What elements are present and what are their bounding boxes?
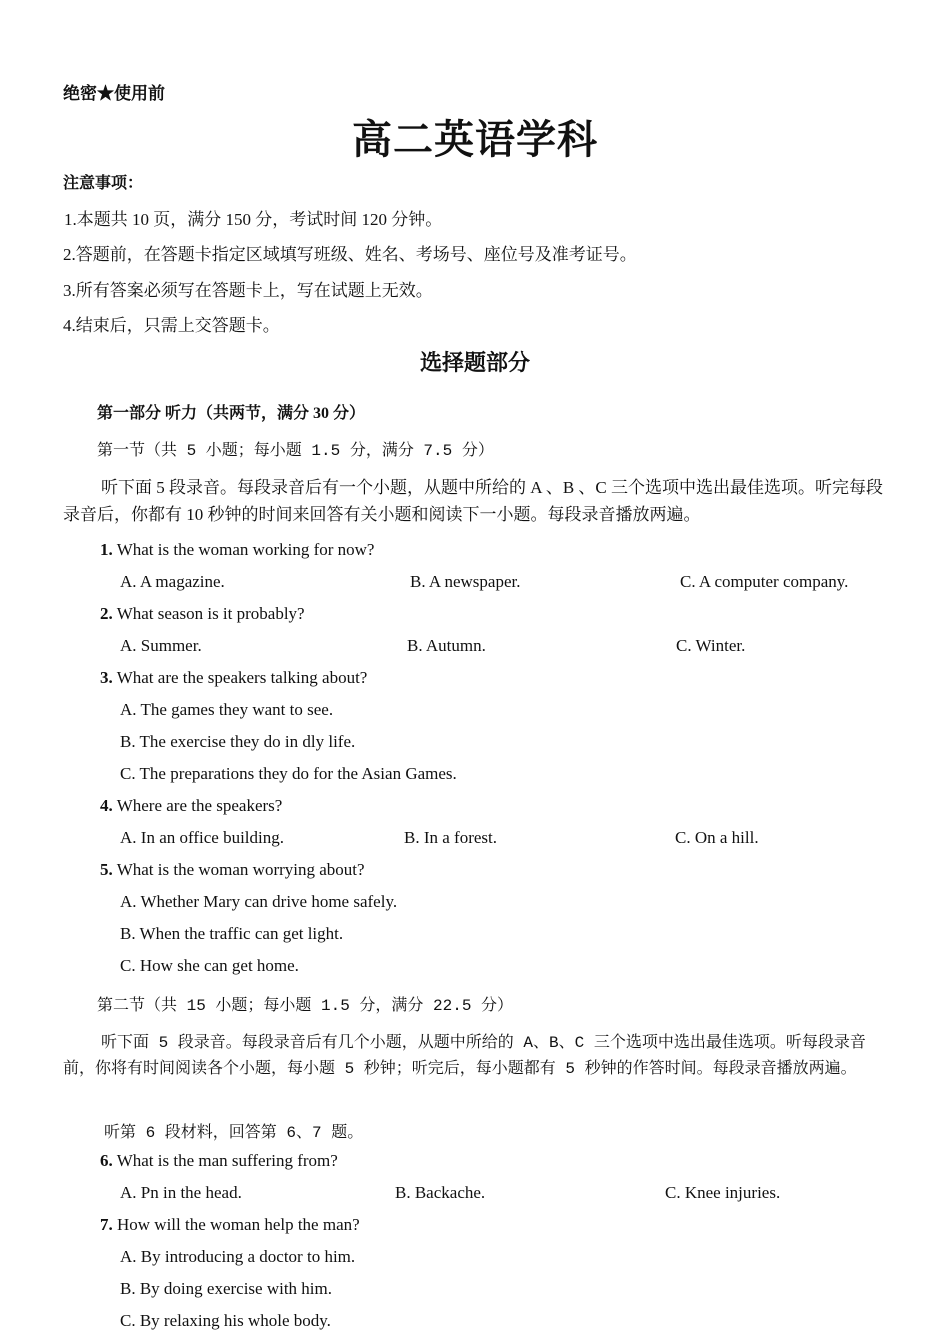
question-number: 3. xyxy=(100,668,113,687)
option: C. Knee injuries. xyxy=(665,1183,781,1202)
question-number: 4. xyxy=(100,796,113,815)
question xyxy=(100,604,305,624)
option: A. By introducing a doctor to him. xyxy=(120,1247,356,1266)
question-text: What is the man suffering from? xyxy=(116,1151,338,1170)
question-number: 5. xyxy=(100,860,113,879)
note-item: 3.所有答案必须写在答题卡上，写在试题上无效。 xyxy=(63,281,433,300)
subsection-title: 第一节（共 5 小题；每小题 1.5 分，满分 7.5 分） xyxy=(97,442,494,460)
note-item: 2.答题前，在答题卡指定区域填写班级、姓名、考场号、座位号及准考证号。 xyxy=(63,245,637,264)
option: B. Backache. xyxy=(395,1183,486,1202)
option: B. The exercise they do in dly life. xyxy=(120,732,356,751)
option: B. Autumn. xyxy=(407,636,486,655)
question-number: 1. xyxy=(100,540,113,559)
material-note: 听第 6 段材料，回答第 6、7 题。 xyxy=(104,1124,364,1142)
instructions-paragraph: 听下面 5 段录音。每段录音后有一个小题，从题中所给的 A 、B 、C 三个选项中选出最佳选项。听完每段录音后，你都有 10 秒钟的时间来回答有关小题和阅读下一小题。每段录音播放两遍。 xyxy=(63,478,884,524)
question-text: What is the woman worrying about? xyxy=(116,860,365,879)
option: C. By relaxing his whole body. xyxy=(120,1311,331,1330)
option: A. Pn in the head. xyxy=(120,1183,242,1202)
part-title: 第一部分 听力（共两节，满分 30 分） xyxy=(97,405,366,422)
question-number: 6. xyxy=(100,1151,113,1170)
question xyxy=(100,1215,360,1235)
note-item: 4.结束后，只需上交答题卡。 xyxy=(63,316,280,335)
question-text: How will the woman help the man? xyxy=(117,1215,360,1234)
option: A. A magazine. xyxy=(120,572,225,591)
option: B. A newspaper. xyxy=(410,572,521,591)
question xyxy=(100,860,365,880)
note-item: 1.本题共 10 页，满分 150 分，考试时间 120 分钟。 xyxy=(64,210,443,229)
option: C. The preparations they do for the Asian Games. xyxy=(120,764,457,783)
exam-title: 高二英语学科 xyxy=(352,117,598,162)
option: C. Winter. xyxy=(676,636,746,655)
option: C. A computer company. xyxy=(680,572,849,591)
option: C. On a hill. xyxy=(675,828,759,847)
confidential-mark: 绝密★使用前 xyxy=(63,84,165,103)
question xyxy=(100,796,282,816)
question-text: What season is it probably? xyxy=(116,604,305,623)
question xyxy=(100,540,374,560)
option: B. When the traffic can get light. xyxy=(120,924,344,943)
section-title: 选择题部分 xyxy=(419,350,530,375)
option: A. In an office building. xyxy=(120,828,284,847)
question-text: Where are the speakers? xyxy=(116,796,283,815)
question-number: 2. xyxy=(100,604,113,623)
instructions-paragraph: 听下面 5 段录音。每段录音后有几个小题，从题中所给的 A、B、C 三个选项中选出最佳选项。听每段录音前，你将有时间阅读各个小题，每小题 5 秒钟；听完后，每小题都有 5 秒钟的作答时间。每段录音播放两遍。 xyxy=(63,1034,866,1078)
question xyxy=(100,668,367,688)
option: B. By doing exercise with him. xyxy=(120,1279,333,1298)
option: A. The games they want to see. xyxy=(120,700,334,719)
option: A. Summer. xyxy=(120,636,202,655)
option: B. In a forest. xyxy=(404,828,498,847)
option: C. How she can get home. xyxy=(120,956,299,975)
question xyxy=(100,1151,338,1171)
option: A. Whether Mary can drive home safely. xyxy=(120,892,398,911)
notes-heading: 注意事项： xyxy=(63,175,144,192)
question-text: What is the woman working for now? xyxy=(116,540,375,559)
question-text: What are the speakers talking about? xyxy=(116,668,368,687)
question-number: 7. xyxy=(100,1215,113,1234)
subsection-title: 第二节（共 15 小题；每小题 1.5 分，满分 22.5 分） xyxy=(97,997,514,1015)
